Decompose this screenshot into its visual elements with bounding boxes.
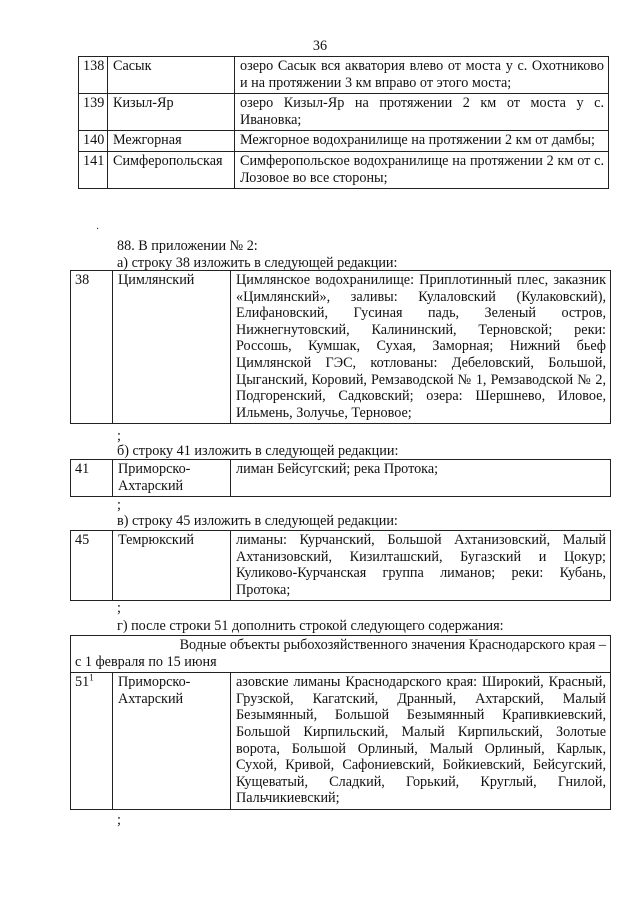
row-number [71, 673, 113, 810]
table-row [71, 271, 611, 424]
row-description: Цимлянское водохранилище: Приплотинный плес, заказник «Цимлянский», заливы: Кулаловский (Кулаковский), Елифановский, Гусиная падь, Зеленый остров, Нижнегнутовский, Калининский, Терновской; реки: Россошь, Кумшак, Сухая, Заморная; Нижний бьеф Цимлянской ГЭС, котлованы: Дебеловский, Большой, Цыганский, Коровий, Ремзаводской № 1, Ремзаводской № 2, Подгоренский, Садковский; озера: Шершнево, Иловое, Ильмень, Золучье, Терновое; [231, 271, 611, 424]
semicolon: ; [117, 428, 121, 444]
row-description: озеро Кизыл-Яр на протяжении 2 км от моста у с. Ивановка; [235, 94, 609, 131]
table-row [79, 131, 609, 152]
row-description: азовские лиманы Краснодарского края: Широкий, Красный, Грузской, Кагатский, Дранный, Ахтарский, Малый Безымянный, Большой Безымянный Крапивкиевский, Большой Кирпильский, Малый Кирпильский, Золотые ворота, Большой Орлиный, Малый Орлиный, Карлык, Сухой, Кривой, Сафониевский, Бойкиевский, Бейсугский, Кущеватый, Сладкий, Горький, Круглый, Гнилой, Пальчикиевский; [231, 673, 611, 810]
semicolon: ; [117, 812, 121, 828]
header-line-2: с 1 февраля по 15 июня [75, 653, 217, 670]
top-table [78, 56, 609, 189]
sub-a-heading: а) строку 38 изложить в следующей редакции: [117, 255, 398, 271]
semicolon: ; [117, 497, 121, 513]
row-number: 141 [79, 151, 108, 188]
row-name: Симферопольская [108, 151, 235, 188]
row-number: 45 [71, 531, 113, 601]
row-number: 139 [79, 94, 108, 131]
row-number: 41 [71, 460, 113, 497]
row-description: Межгорное водохранилище на протяжении 2 км от дамбы; [235, 131, 609, 152]
row-name: Кизыл-Яр [108, 94, 235, 131]
table-header-row [71, 636, 611, 673]
row-name: Цимлянский [113, 271, 231, 424]
table-row [71, 531, 611, 601]
row-number: 138 [79, 57, 108, 94]
row-name: Приморско-Ахтарский [113, 673, 231, 810]
semicolon: ; [117, 600, 121, 616]
table-row [71, 460, 611, 497]
row-41-table [70, 459, 611, 497]
item-88-heading: 88. В приложении № 2: [117, 238, 258, 254]
row-38-table [70, 270, 611, 424]
row-number: 38 [71, 271, 113, 424]
row-description: Симферопольское водохранилище на протяжении 2 км от с. Лозовое во все стороны; [235, 151, 609, 188]
row-51-1-table [70, 635, 611, 810]
row-description: озеро Сасык вся акватория влево от моста у с. Охотниково и на протяжении 3 км вправо от этого моста; [235, 57, 609, 94]
row-description: лиманы: Курчанский, Большой Ахтанизовский, Малый Ахтанизовский, Кизилташский, Бугазский и Цокур; Куликово-Курчанская группа лиманов; реки: Кубань, Протока; [231, 531, 611, 601]
row-number-superscript: 1 [89, 672, 94, 683]
table-row [79, 57, 609, 94]
header-line-1: Водные объекты рыбохозяйственного значения Краснодарского края – [179, 637, 606, 653]
table-header [71, 636, 611, 673]
row-name: Межгорная [108, 131, 235, 152]
row-name: Темрюкский [113, 531, 231, 601]
table-row [79, 94, 609, 131]
row-name: Приморско-Ахтарский [113, 460, 231, 497]
page-number: 36 [312, 38, 328, 54]
table-row [71, 673, 611, 810]
sub-d-heading: г) после строки 51 дополнить строкой следующего содержания: [117, 618, 504, 634]
row-name: Сасык [108, 57, 235, 94]
row-description: лиман Бейсугский; река Протока; [231, 460, 611, 497]
stray-mark: · [96, 224, 100, 235]
sub-c-heading: в) строку 45 изложить в следующей редакции: [117, 513, 398, 529]
row-45-table [70, 530, 611, 601]
row-number: 140 [79, 131, 108, 152]
table-row [79, 151, 609, 188]
row-number-base: 51 [75, 674, 90, 691]
sub-b-heading: б) строку 41 изложить в следующей редакции: [117, 443, 399, 459]
